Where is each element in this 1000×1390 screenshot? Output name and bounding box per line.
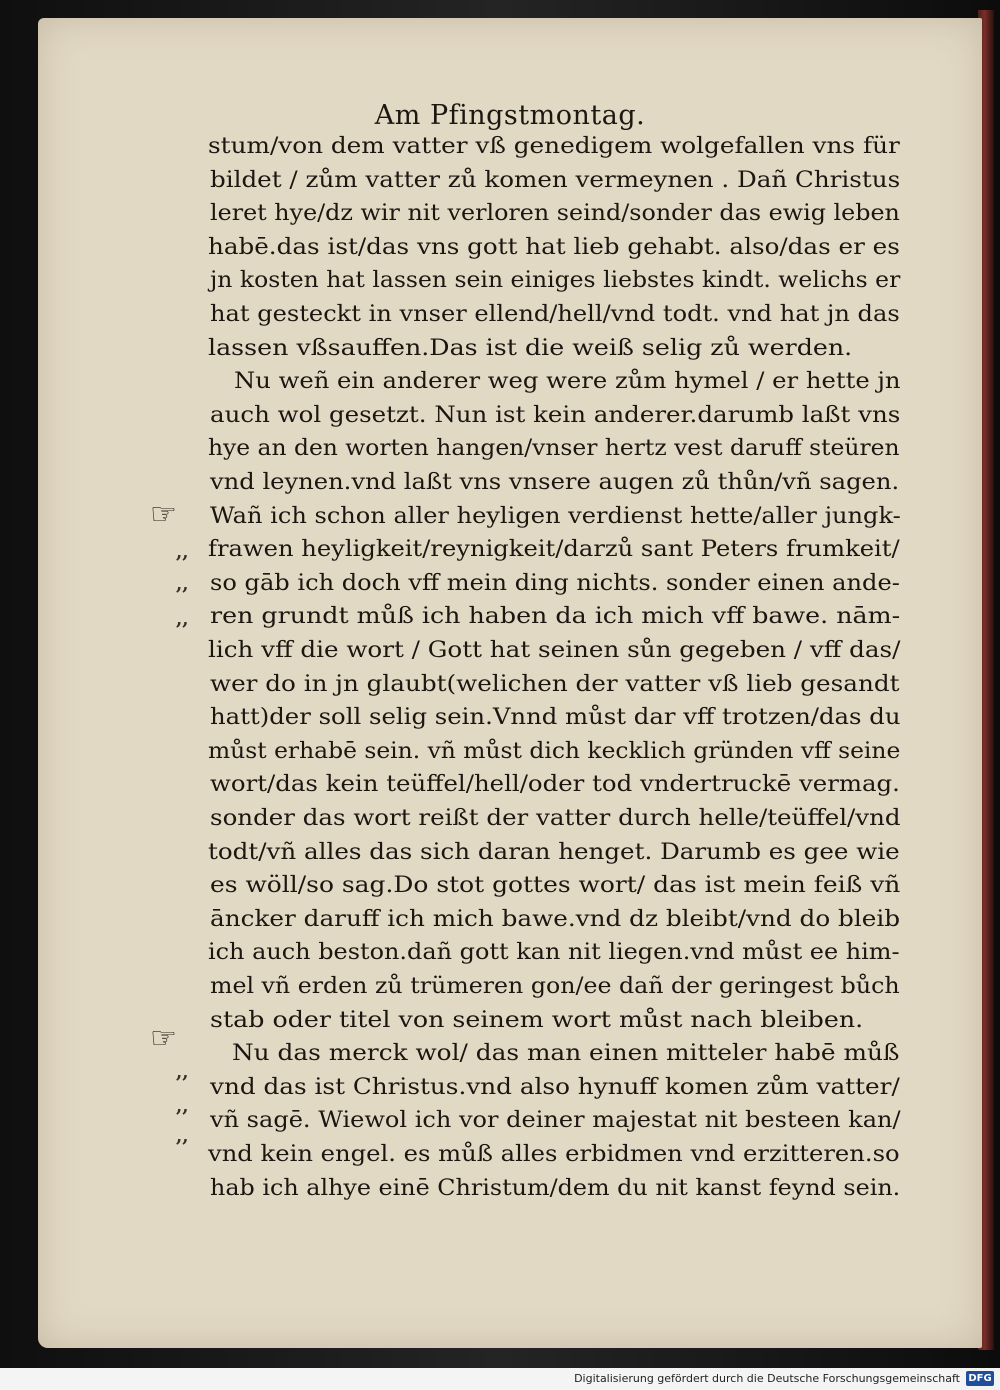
margin-quote-mark: ,, <box>176 1062 189 1083</box>
text-line: Wañ ich schon aller heyligen verdienst hette/aller jungk- <box>210 503 901 529</box>
text-line: leret hye/dz wir nit verloren seind/sonder das ewig leben <box>210 201 900 227</box>
text-line: vnd leynen.vnd laßt vns vnsere augen zů thůn/vñ sagen. <box>210 470 900 495</box>
footer-bar <box>0 1368 1000 1390</box>
text-line: ren grundt můß ich haben da ich mich vff bawe. nām- <box>210 604 901 630</box>
text-line: frawen heyligkeit/reynigkeit/darzů sant Peters frumkeit/ <box>208 537 900 563</box>
text-line: ich auch beston.dañ gott kan nit liegen.vnd můst ee him- <box>208 940 900 966</box>
text-line: lassen vßsauffen.Das ist die weiß selig zů werden. <box>208 335 853 361</box>
funding-credit: Digitalisierung gefördert durch die Deutsche Forschungsgemeinschaft <box>574 1372 960 1385</box>
text-line: Nu weñ ein anderer weg were zům hymel / er hette jn <box>234 369 901 395</box>
margin-quote-mark: ,, <box>176 574 189 595</box>
text-line: Nu das merck wol/ das man einen mitteler habē můß <box>232 1041 900 1067</box>
text-line: hye an den worten hangen/vnser hertz vest daruff steüren <box>208 436 900 462</box>
text-line: vnd kein engel. es můß alles erbidmen vnd erzitteren.so <box>208 1142 900 1167</box>
text-line: jn kosten hat lassen sein einiges liebstes kindt. welichs er <box>210 268 901 294</box>
margin-quote-mark: ,, <box>176 609 189 630</box>
text-line: hat gesteckt in vnser ellend/hell/vnd todt. vnd hat jn das <box>210 302 900 327</box>
text-line: hatt)der soll selig sein.Vnnd můst dar vff trotzen/das du <box>210 705 901 731</box>
margin-quote-mark: ,, <box>176 1096 189 1117</box>
running-head: Am Pfingstmontag. <box>374 100 646 131</box>
text-line: vnd das ist Christus.vnd also hynuff komen zům vatter/ <box>210 1074 900 1100</box>
dfg-logo: DFG <box>966 1371 994 1386</box>
text-line: āncker daruff ich mich bawe.vnd dz bleibt/vnd do bleib <box>210 906 901 932</box>
text-line: můst erhabē sein. vñ můst dich kecklich gründen vff seine <box>208 738 901 764</box>
text-line: wer do in jn glaubt(welichen der vatter vß lieb gesandt <box>210 671 900 697</box>
text-line: sonder das wort reißt der vatter durch helle/teüffel/vnd <box>210 806 901 831</box>
text-line: so gāb ich doch vff mein ding nichts. sonder einen ande- <box>210 570 900 596</box>
text-line: vñ sagē. Wiewol ich vor deiner majestat nit besteen kan/ <box>210 1108 901 1134</box>
margin-quote-mark: ,, <box>176 1126 189 1147</box>
text-line: lich vff die wort / Gott hat seinen sůn gegeben / vff das/ <box>208 638 901 663</box>
text-line: habē.das ist/das vns gott hat lieb gehabt. also/das er es <box>208 234 900 260</box>
text-line: hab ich alhye einē Christum/dem du nit kanst feynd sein. <box>210 1175 901 1201</box>
text-line: stab oder titel von seinem wort můst nach bleiben. <box>210 1007 864 1033</box>
text-line: wort/das kein teüffel/hell/oder tod vndertruckē vermag. <box>210 772 900 798</box>
pointing-hand-icon: ☞ <box>150 1021 177 1056</box>
text-line: todt/vñ alles das sich daran henget. Darumb es gee wie <box>208 839 900 865</box>
text-line: auch wol gesetzt. Nun ist kein anderer.darumb laßt vns <box>210 402 901 428</box>
pointing-hand-icon: ☞ <box>150 497 177 532</box>
text-line: mel vñ erden zů trümeren gon/ee dañ der geringest bůch <box>210 974 900 999</box>
margin-quote-mark: ,, <box>176 542 189 563</box>
text-line: stum/von dem vatter vß genedigem wolgefallen vns für <box>208 134 900 159</box>
text-line: bildet / zům vatter zů komen vermeynen . Dañ Christus <box>210 167 901 193</box>
text-line: es wöll/so sag.Do stot gottes wort/ das ist mein feiß vñ <box>210 873 901 899</box>
